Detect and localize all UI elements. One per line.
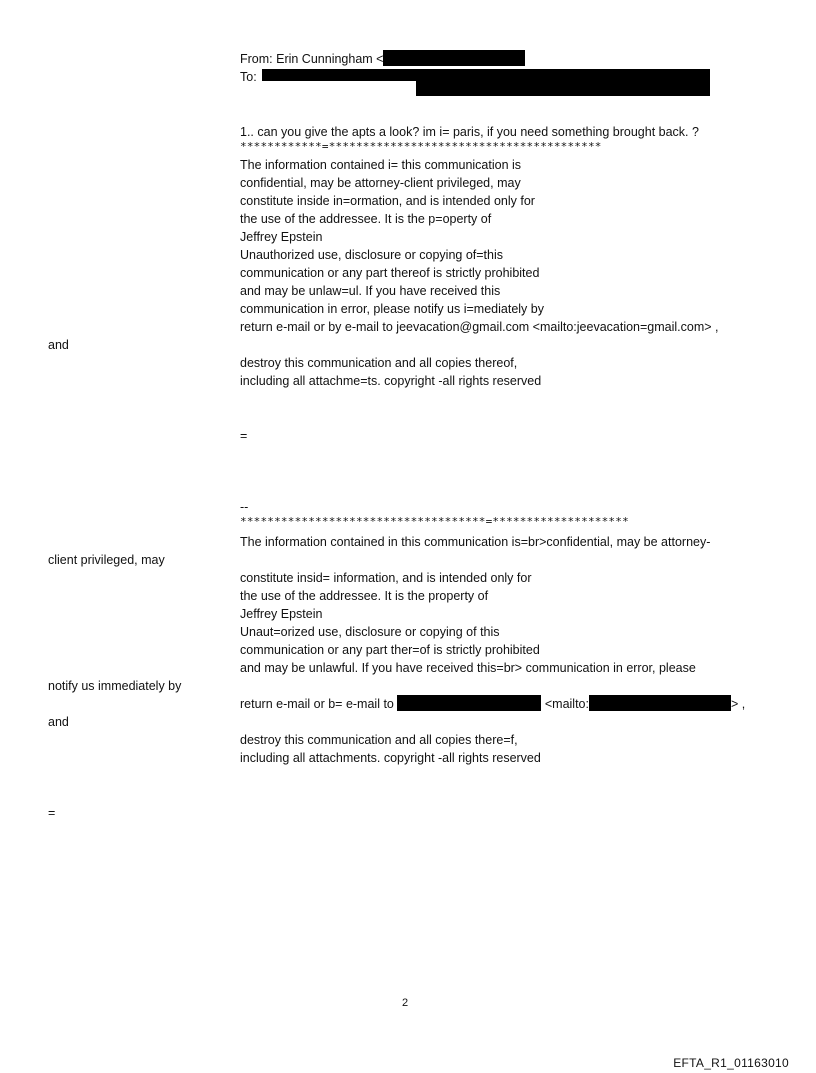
notice-line: Jeffrey Epstein <box>240 230 323 244</box>
notice-line: the use of the addressee. It is the property of <box>240 589 489 603</box>
from-label: From: Erin Cunningham < <box>240 52 384 66</box>
wrapped-text: notify us immediately by <box>48 679 182 693</box>
redacted-email <box>397 695 541 711</box>
message-line: 1.. can you give the apts a look? im i= paris, if you need something brought back. ? <box>240 125 699 139</box>
separator-stars: ************=**************************************** <box>240 140 602 153</box>
notice-line: communication or any part ther=of is strictly prohibited <box>240 643 540 657</box>
redacted-recipients-2 <box>416 81 710 96</box>
notice-line: Jeffrey Epstein <box>240 607 323 621</box>
mailto-text: <mailto: <box>544 697 589 711</box>
notice-line: The information contained i= this communication is <box>240 158 522 172</box>
redacted-recipients-1 <box>262 69 710 81</box>
notice-line: destroy this communication and all copies there=f, <box>240 733 518 747</box>
notice-line: return e-mail or by e-mail to jeevacation@gmail.com <mailto:jeevacation=gmail.com> , <box>240 320 719 334</box>
notice-line: including all attachments. copyright -all rights reserved <box>240 751 541 765</box>
notice-line: communication in error, please notify us i=mediately by <box>240 302 544 316</box>
to-line <box>240 68 257 86</box>
separator-stars: ************************************=******************** <box>240 515 629 528</box>
notice-line: and may be unlaw=ul. If you have received this <box>240 284 501 298</box>
page-number: 2 <box>402 997 409 1009</box>
signature-dashes: -- <box>240 500 249 514</box>
wrapped-text: client privileged, may <box>48 553 165 567</box>
notice-line: including all attachme=ts. copyright -all rights reserved <box>240 374 542 388</box>
notice-line: confidential, may be attorney-client privileged, may <box>240 176 521 190</box>
equals-marker: = <box>48 806 56 820</box>
equals-marker: = <box>240 429 248 443</box>
from-line <box>240 50 525 68</box>
redacted-email <box>383 50 525 66</box>
notice-line: Unauthorized use, disclosure or copying of=this <box>240 248 503 262</box>
notice-line: constitute inside in=ormation, and is intended only for <box>240 194 535 208</box>
notice-line: The information contained in this communication is=br>confidential, may be attorney- <box>240 535 711 549</box>
wrapped-text: and <box>48 338 69 352</box>
document-id: EFTA_R1_01163010 <box>673 1056 789 1070</box>
return-email-text: return e-mail or b= e-mail to <box>240 697 394 711</box>
notice-line: Unaut=orized use, disclosure or copying of this <box>240 625 500 639</box>
notice-line: destroy this communication and all copies thereof, <box>240 356 518 370</box>
notice-line: constitute insid= information, and is intended only for <box>240 571 532 585</box>
to-label: To: <box>240 70 257 84</box>
notice-line: and may be unlawful. If you have received this=br> communication in error, please <box>240 661 696 675</box>
notice-line: the use of the addressee. It is the p=operty of <box>240 212 492 226</box>
mailto-close: > , <box>730 697 746 711</box>
return-email-line <box>240 695 745 713</box>
redacted-mailto <box>589 695 731 711</box>
wrapped-text: and <box>48 715 69 729</box>
notice-line: communication or any part thereof is strictly prohibited <box>240 266 540 280</box>
